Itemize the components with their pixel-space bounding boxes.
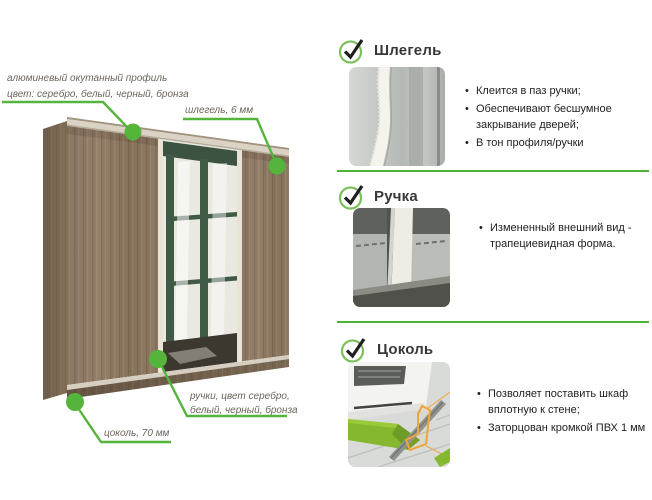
bullet-item: • Обеспечивают бесшумное закрывание дверей;	[464, 102, 652, 134]
bullet-item: • В тон профиля/ручки	[464, 136, 652, 152]
bullet-item: • Заторцован кромкой ПВХ 1 мм	[476, 421, 652, 437]
annotation-plinth-dot	[66, 393, 84, 411]
annotation-plinth	[66, 393, 171, 442]
check-icon	[337, 35, 367, 65]
section-title-schlegel: Шлегель	[374, 42, 442, 59]
bullet-item: • Измененный внешний вид - трапециевидная форма.	[478, 221, 650, 253]
annotation-handles-line1: ручки, цвет серебро,	[190, 391, 290, 402]
mirror-door	[163, 139, 237, 372]
check-icon	[337, 181, 367, 211]
annotation-schlegel-label: шлегель, 6 мм	[185, 105, 254, 116]
section-title-tsokol: Цоколь	[377, 341, 434, 358]
handle-profile-photo	[353, 208, 450, 307]
ruchka-bullet-list	[478, 221, 650, 255]
annotation-handles-line2: белый, черный, бронза	[190, 405, 298, 416]
annotation-profile-line1: алюминевый окутанный профиль	[7, 73, 168, 84]
annotation-profile-line2: цвет: серебро, белый, черный, бронза	[7, 89, 189, 100]
bullet-item: • Клеится в паз ручки;	[464, 84, 652, 100]
check-icon	[339, 334, 369, 364]
annotation-plinth-label: цоколь, 70 мм	[104, 428, 170, 439]
section-title-ruchka: Ручка	[374, 188, 418, 205]
schlegel-brush-photo	[349, 67, 445, 166]
section-divider	[337, 170, 649, 172]
annotation-handles-dot	[149, 350, 167, 368]
plinth-photo	[348, 362, 450, 467]
annotation-profile-dot	[125, 124, 142, 141]
annotation-schlegel-dot	[269, 158, 286, 175]
schlegel-bullet-list	[464, 84, 652, 154]
section-divider	[337, 321, 649, 323]
tsokol-bullet-list	[476, 387, 652, 439]
bullet-item: • Позволяет поставить шкаф вплотную к стене;	[476, 387, 652, 419]
